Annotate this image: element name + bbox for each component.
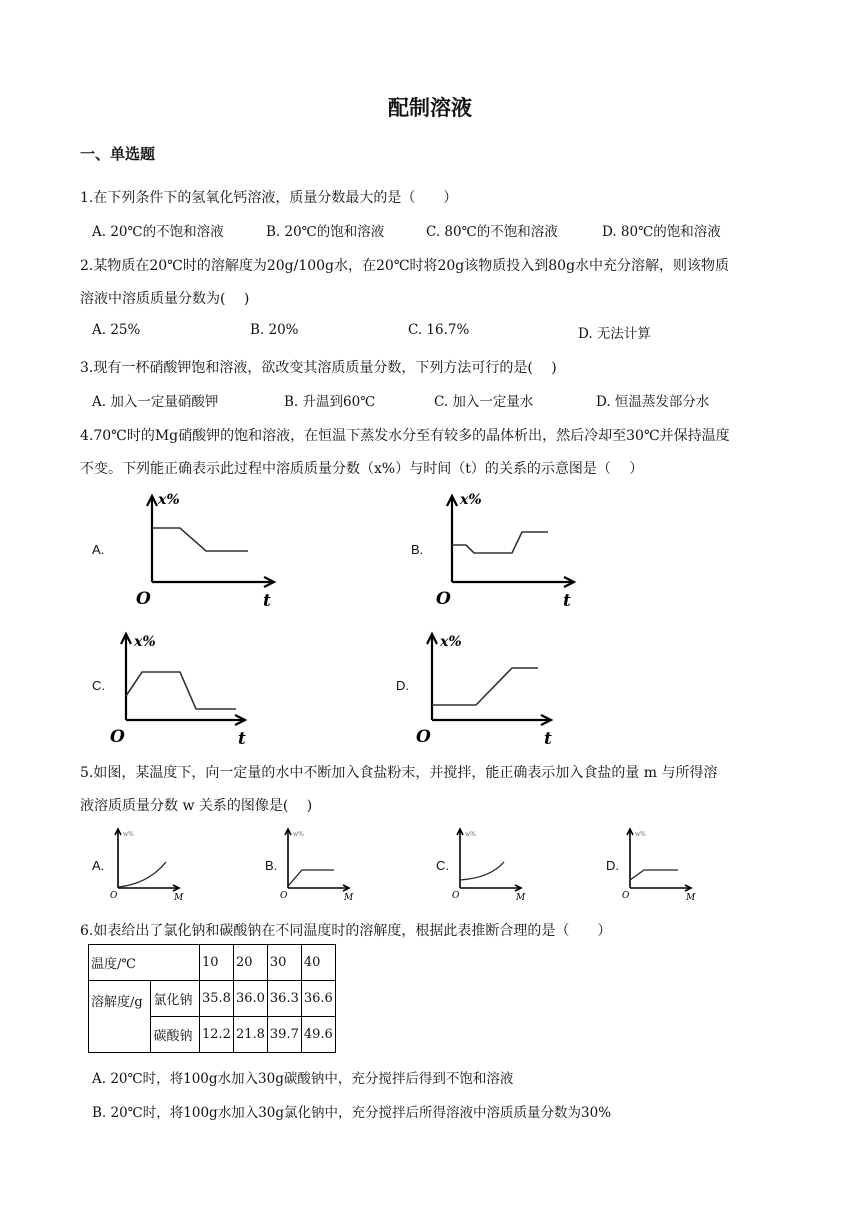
table-value-cell: 12.2 xyxy=(200,1017,234,1053)
table-row xyxy=(89,981,336,1017)
question-5-graph-b-x-label: M xyxy=(344,893,354,903)
question-5-graph-a-x-label: M xyxy=(174,893,184,903)
question-2-stem-line-1: 2.某物质在20℃时的溶解度为20g/100g水，在20℃时将20g该物质投入到80g水中充分溶解，则该物质 xyxy=(80,258,730,274)
question-4-graph-b-origin: O xyxy=(436,589,451,609)
question-5-graph-d-origin: O xyxy=(622,891,630,901)
page-title: 配制溶液 xyxy=(388,96,472,120)
question-4-graph-d xyxy=(410,628,570,748)
question-5-stem-line-2: 液溶质质量分数 w 关系的图像是( ) xyxy=(80,798,313,814)
question-2-stem-line-2: 溶液中溶质质量分数为( ) xyxy=(80,291,250,307)
question-4-stem-line-1: 4.70℃时的Mg硝酸钾的饱和溶液，在恒温下蒸发水分至有较多的晶体析出，然后冷却至30℃并保持温度 xyxy=(80,428,730,444)
table-row xyxy=(89,945,336,981)
question-4-graph-b-x-label: t xyxy=(563,591,571,611)
question-1-option-a[interactable]: A. 20℃的不饱和溶液 xyxy=(92,224,224,240)
question-5-graph-a-y-label: w% xyxy=(123,831,134,838)
question-3-stem: 3.现有一杯硝酸钾饱和溶液，欲改变其溶质质量分数，下列方法可行的是( ) xyxy=(80,360,557,376)
question-5-stem-line-1: 5.如图，某温度下，向一定量的水中不断加入食盐粉末，并搅拌，能正确表示加入食盐的量 m 与所得溶 xyxy=(80,765,718,781)
question-3-option-c[interactable]: C. 加入一定量水 xyxy=(434,394,534,410)
question-5-graph-c-x-label: M xyxy=(516,893,526,903)
solubility-table xyxy=(88,944,336,1053)
question-5-option-d[interactable]: D. xyxy=(606,858,619,873)
table-row-label: 溶解度/g xyxy=(89,981,151,1053)
question-5-option-b[interactable]: B. xyxy=(265,858,278,873)
table-temp-cell: 20 xyxy=(233,945,267,981)
question-2-option-d[interactable]: D. 无法计算 xyxy=(578,326,651,342)
question-2-option-c[interactable]: C. 16.7% xyxy=(408,322,470,338)
table-temp-cell: 10 xyxy=(200,945,234,981)
question-4-stem-line-2: 不变。下列能正确表示此过程中溶质质量分数（x%）与时间（t）的关系的示意图是（ ） xyxy=(80,461,644,477)
table-value-cell: 36.6 xyxy=(301,981,335,1017)
question-4-graph-c xyxy=(104,628,264,748)
question-5-graph-c xyxy=(450,826,530,902)
question-6-option-a[interactable]: A. 20℃时，将100g水加入30g碳酸钠中，充分搅拌后得到不饱和溶液 xyxy=(92,1071,514,1087)
question-5-option-a[interactable]: A. xyxy=(92,858,105,873)
table-value-cell: 35.8 xyxy=(200,981,234,1017)
question-5-graph-a-origin: O xyxy=(110,891,118,901)
question-5-graph-d-x-label: M xyxy=(686,893,696,903)
table-temp-cell: 30 xyxy=(267,945,301,981)
question-5-option-c[interactable]: C. xyxy=(436,858,449,873)
question-4-graph-c-origin: O xyxy=(110,727,125,747)
question-5-graph-d-y-label: w% xyxy=(635,831,646,838)
question-4-graph-b-y-label: x% xyxy=(460,492,482,508)
question-3-option-a[interactable]: A. 加入一定量硝酸钾 xyxy=(92,394,219,410)
question-1-stem: 1.在下列条件下的氢氧化钙溶液，质量分数最大的是（ ） xyxy=(80,190,458,206)
table-temp-cell: 40 xyxy=(301,945,335,981)
question-6-option-b[interactable]: B. 20℃时，将100g水加入30g氯化钠中，充分搅拌后所得溶液中溶质质量分数为30% xyxy=(92,1105,612,1121)
question-4-option-c[interactable]: C. xyxy=(92,678,105,693)
question-2-option-a[interactable]: A. 25% xyxy=(92,322,141,338)
question-1-option-d[interactable]: D. 80℃的饱和溶液 xyxy=(602,224,721,240)
question-1-option-b[interactable]: B. 20℃的饱和溶液 xyxy=(266,224,385,240)
question-4-graph-d-x-label: t xyxy=(544,729,552,749)
question-4-graph-d-origin: O xyxy=(416,727,431,747)
table-value-cell: 36.0 xyxy=(233,981,267,1017)
table-value-cell: 49.6 xyxy=(301,1017,335,1053)
table-substance-name: 氯化钠 xyxy=(151,981,200,1017)
question-4-option-a[interactable]: A. xyxy=(92,542,105,557)
section-heading: 一、单选题 xyxy=(80,145,156,163)
table-header-label: 温度/℃ xyxy=(89,945,200,981)
question-4-graph-c-y-label: x% xyxy=(134,634,156,650)
question-4-graph-a xyxy=(128,490,288,610)
table-value-cell: 36.3 xyxy=(267,981,301,1017)
question-4-option-d[interactable]: D. xyxy=(396,678,409,693)
question-4-graph-a-origin: O xyxy=(136,589,151,609)
table-value-cell: 21.8 xyxy=(233,1017,267,1053)
question-5-graph-d xyxy=(620,826,700,902)
table-substance-name: 碳酸钠 xyxy=(151,1017,200,1053)
question-4-graph-b xyxy=(428,490,588,610)
question-5-graph-b-origin: O xyxy=(280,891,288,901)
question-5-graph-c-y-label: w% xyxy=(465,831,476,838)
table-value-cell: 39.7 xyxy=(267,1017,301,1053)
question-3-option-d[interactable]: D. 恒温蒸发部分水 xyxy=(596,394,710,410)
question-3-option-b[interactable]: B. 升温到60℃ xyxy=(284,394,376,410)
question-4-graph-a-y-label: x% xyxy=(158,492,180,508)
question-6-stem: 6.如表给出了氯化钠和碳酸钠在不同温度时的溶解度，根据此表推断合理的是（ ） xyxy=(80,923,612,939)
question-4-graph-a-x-label: t xyxy=(263,591,271,611)
question-2-option-b[interactable]: B. 20% xyxy=(250,322,299,338)
question-4-option-b[interactable]: B. xyxy=(411,542,424,557)
question-5-graph-a xyxy=(108,826,188,902)
question-4-graph-d-y-label: x% xyxy=(440,634,462,650)
question-4-graph-c-x-label: t xyxy=(238,729,246,749)
question-5-graph-b-y-label: w% xyxy=(293,831,304,838)
question-1-option-c[interactable]: C. 80℃的不饱和溶液 xyxy=(426,224,558,240)
question-5-graph-b xyxy=(278,826,358,902)
question-5-graph-c-origin: O xyxy=(452,891,460,901)
